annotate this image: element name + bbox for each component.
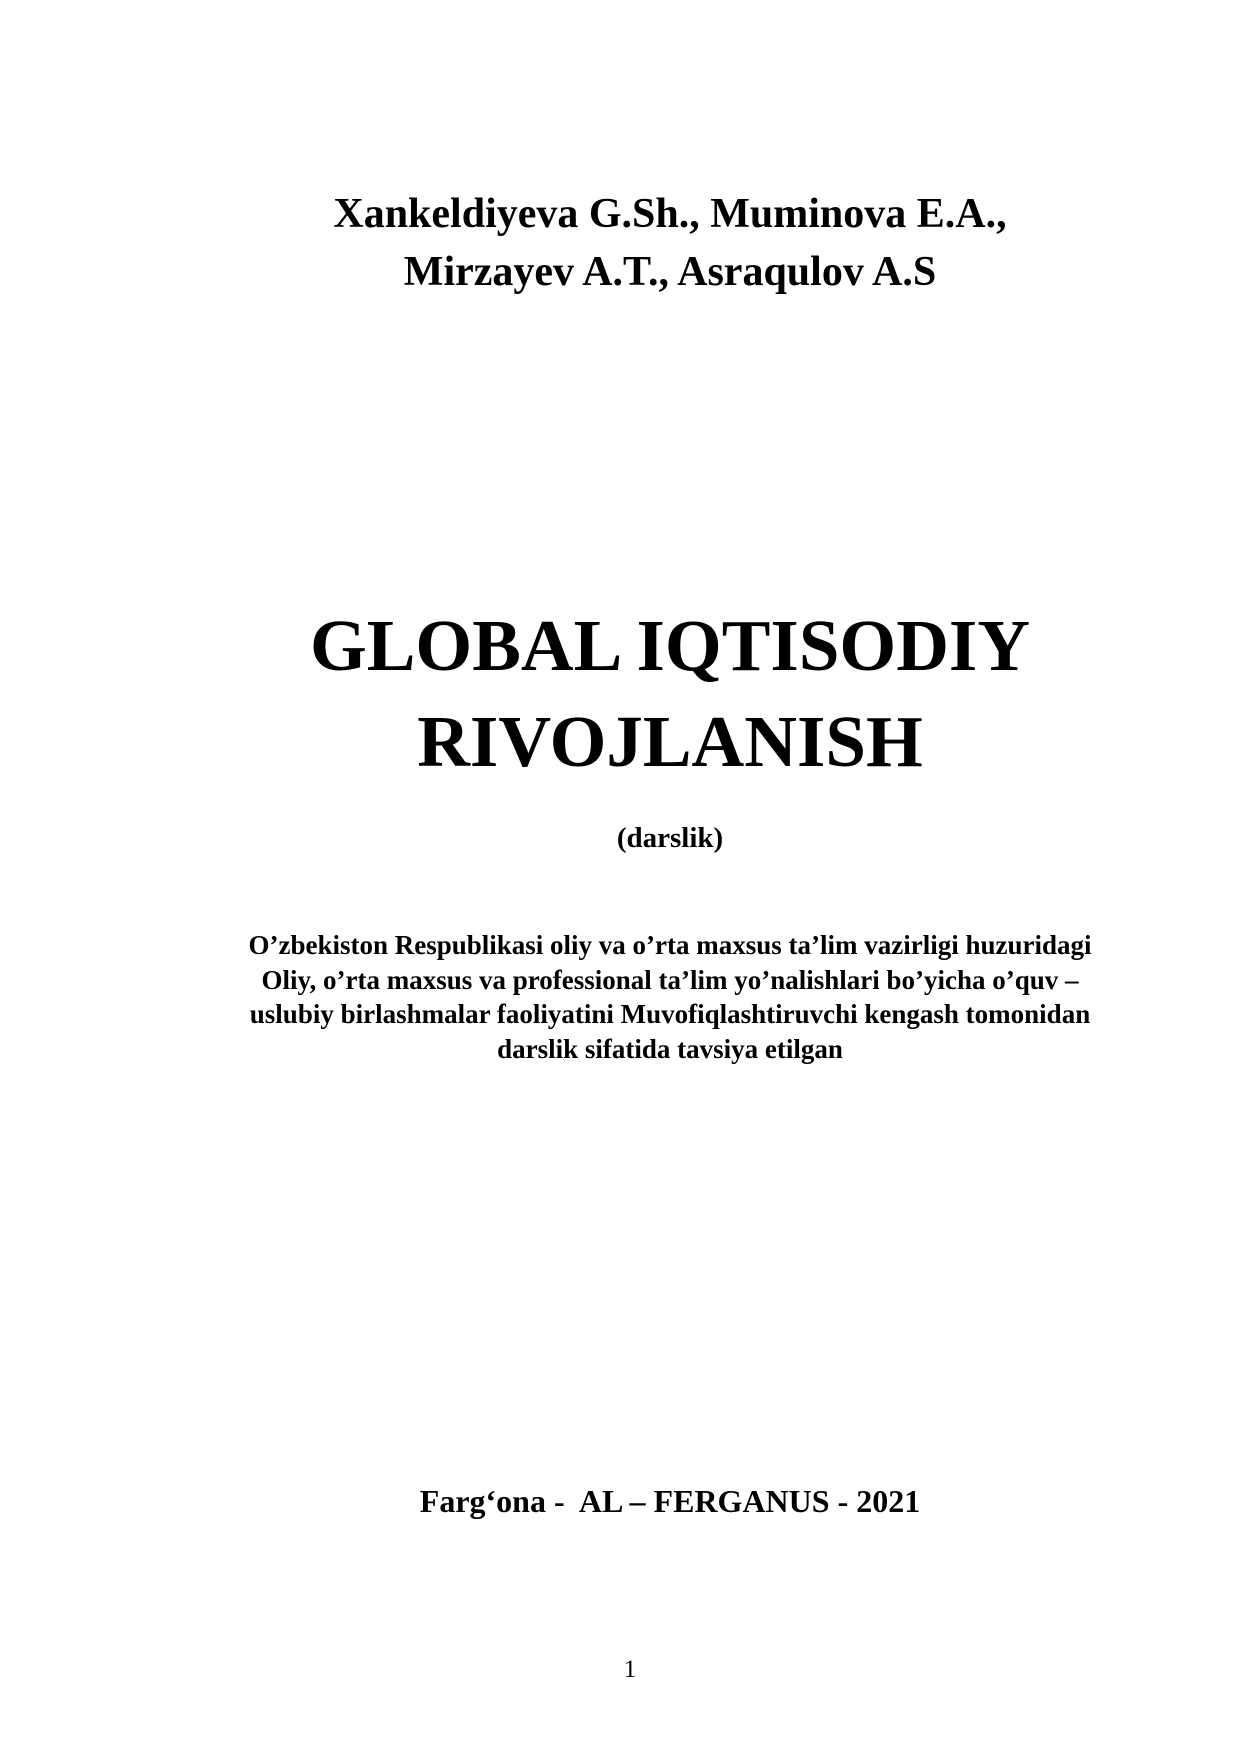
authors-line-2: Mirzayev A.T., Asraqulov A.S bbox=[403, 249, 937, 295]
authors-block bbox=[200, 185, 1140, 301]
recommendation-line-2: Oliy, o’rta maxsus va professional ta’lim yo’nalishlari bo’yicha o’quv – bbox=[261, 964, 1079, 995]
recommendation-line-3: uslubiy birlashmalar faoliyatini Muvofiqlashtiruvchi kengash tomonidan bbox=[249, 999, 1091, 1029]
recommendation-line-4: darslik sifatida tavsiya etilgan bbox=[497, 1033, 843, 1064]
book-title bbox=[200, 598, 1140, 790]
recommendation-line-1: O’zbekiston Respublikasi oliy va o’rta maxsus ta’lim vazirligi huzuridagi bbox=[248, 930, 1092, 960]
page-number: 1 bbox=[623, 1656, 637, 1683]
book-type-subtitle: (darslik) bbox=[616, 822, 724, 854]
recommendation-statement bbox=[150, 928, 1190, 1066]
book-title-line-1: GLOBAL IQTISODIY bbox=[309, 605, 1031, 686]
book-title-line-2: RIVOJLANISH bbox=[417, 701, 923, 782]
publisher-imprint: Farg‘ona - AL – FERGANUS - 2021 bbox=[419, 1483, 921, 1519]
authors-line-1: Xankeldiyeva G.Sh., Muminova E.A., bbox=[333, 191, 1007, 237]
